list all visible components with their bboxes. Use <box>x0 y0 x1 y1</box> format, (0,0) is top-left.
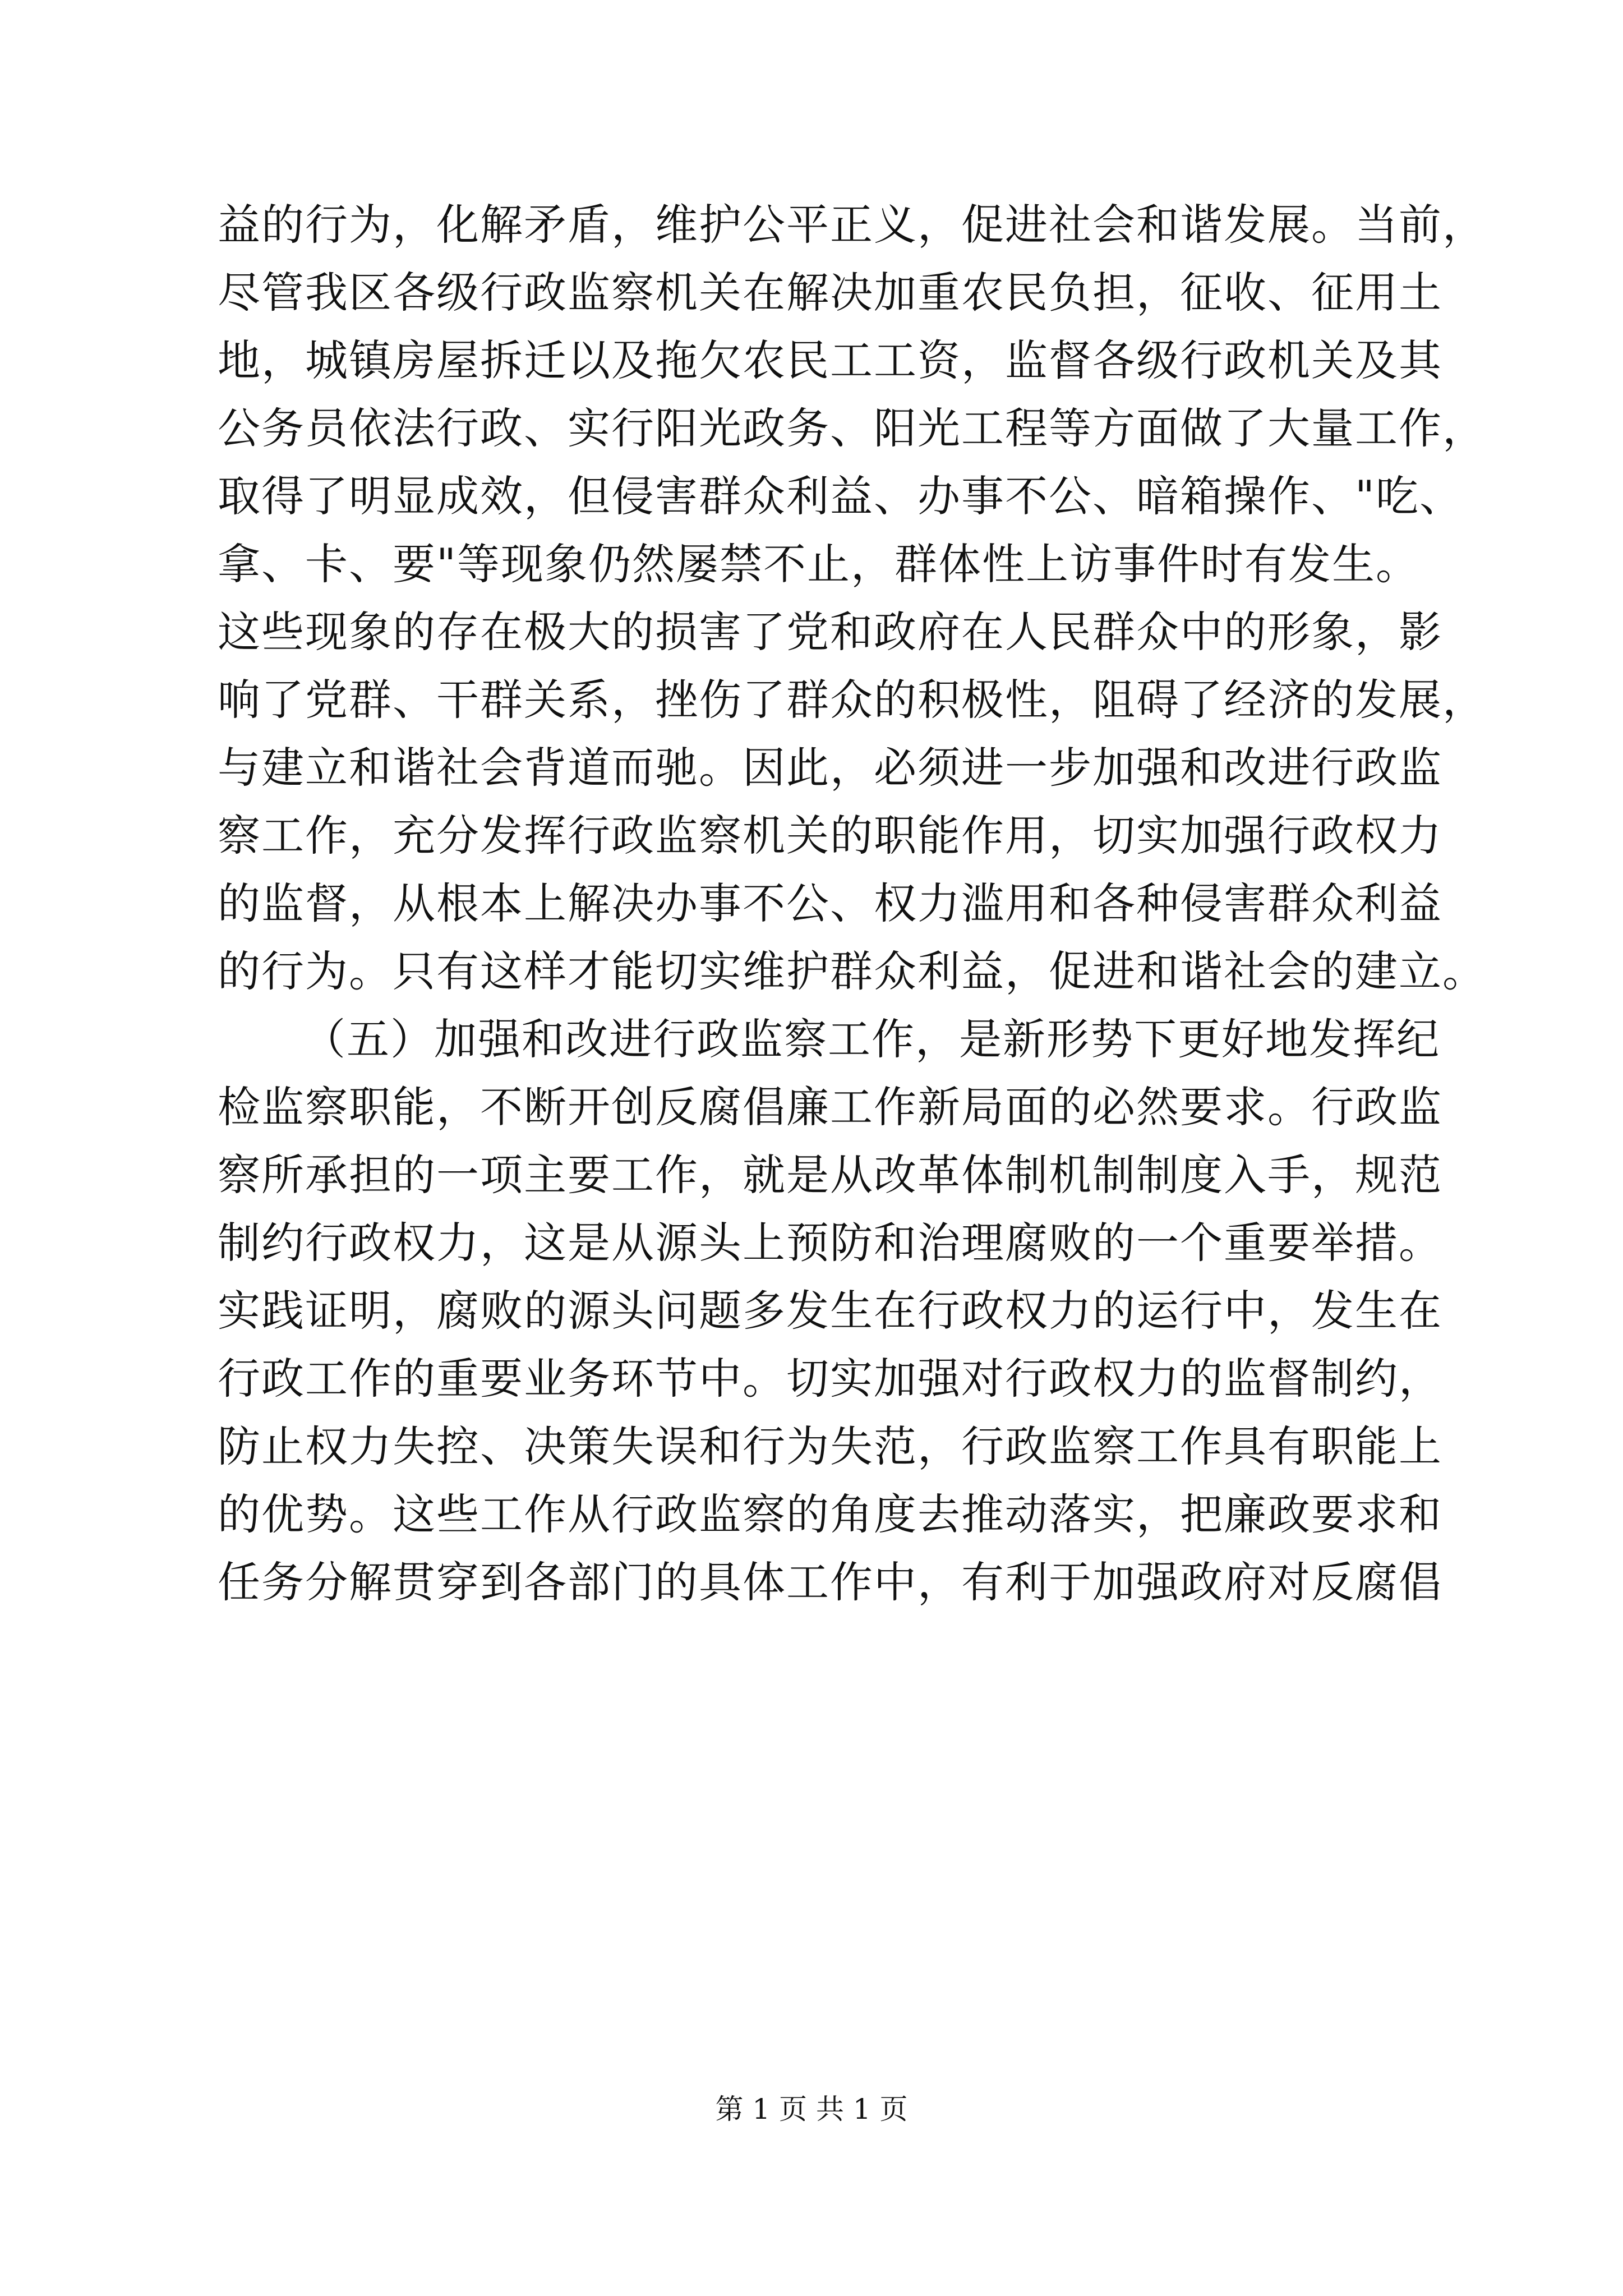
text-line: 地，城镇房屋拆迁以及拖欠农民工工资，监督各级行政机关及其 <box>218 335 1442 385</box>
text-line: 公务员依法行政、实行阳光政务、阳光工程等方面做了大量工作， <box>218 403 1486 453</box>
text-line: 响了党群、干群关系，挫伤了群众的积极性，阻碍了经济的发展， <box>218 675 1486 725</box>
page-footer: 第 1 页 共 1 页 <box>715 2093 908 2125</box>
text-line: 拿、卡、要"等现象仍然屡禁不止，群体性上访事件时有发生。 <box>218 539 1419 589</box>
text-line: 防止权力失控、决策失误和行为失范，行政监察工作具有职能上 <box>218 1421 1442 1471</box>
text-line: 实践证明，腐败的源头问题多发生在行政权力的运行中，发生在 <box>218 1286 1442 1336</box>
text-line: 检监察职能，不断开创反腐倡廉工作新局面的必然要求。行政监 <box>218 1082 1442 1132</box>
body-text <box>218 191 1486 1616</box>
text-line: 察工作，充分发挥行政监察机关的职能作用，切实加强行政权力 <box>218 811 1442 861</box>
text-line: 任务分解贯穿到各部门的具体工作中，有利于加强政府对反腐倡 <box>218 1557 1442 1607</box>
text-line: 制约行政权力，这是从源头上预防和治理腐败的一个重要举措。 <box>218 1218 1442 1268</box>
text-line: 的优势。这些工作从行政监察的角度去推动落实，把廉政要求和 <box>218 1489 1442 1539</box>
text-line: 这些现象的存在极大的损害了党和政府在人民群众中的形象，影 <box>218 607 1442 657</box>
text-line: 尽管我区各级行政监察机关在解决加重农民负担，征收、征用土 <box>218 268 1442 318</box>
paragraph-heading-line: （五）加强和改进行政监察工作，是新形势下更好地发挥纪 <box>303 1014 1440 1064</box>
text-line: 的监督，从根本上解决办事不公、权力滥用和各种侵害群众利益 <box>218 878 1442 928</box>
text-line: 益的行为，化解矛盾，维护公平正义，促进社会和谐发展。当前， <box>218 200 1486 250</box>
text-line: 行政工作的重要业务环节中。切实加强对行政权力的监督制约， <box>218 1354 1442 1404</box>
text-line: 取得了明显成效，但侵害群众利益、办事不公、暗箱操作、"吃、 <box>218 471 1463 521</box>
text-line: 察所承担的一项主要工作，就是从改革体制机制制度入手，规范 <box>218 1150 1442 1200</box>
text-line: 与建立和谐社会背道而驰。因此，必须进一步加强和改进行政监 <box>218 743 1442 793</box>
text-line: 的行为。只有这样才能切实维护群众利益，促进和谐社会的建立。 <box>218 946 1486 996</box>
